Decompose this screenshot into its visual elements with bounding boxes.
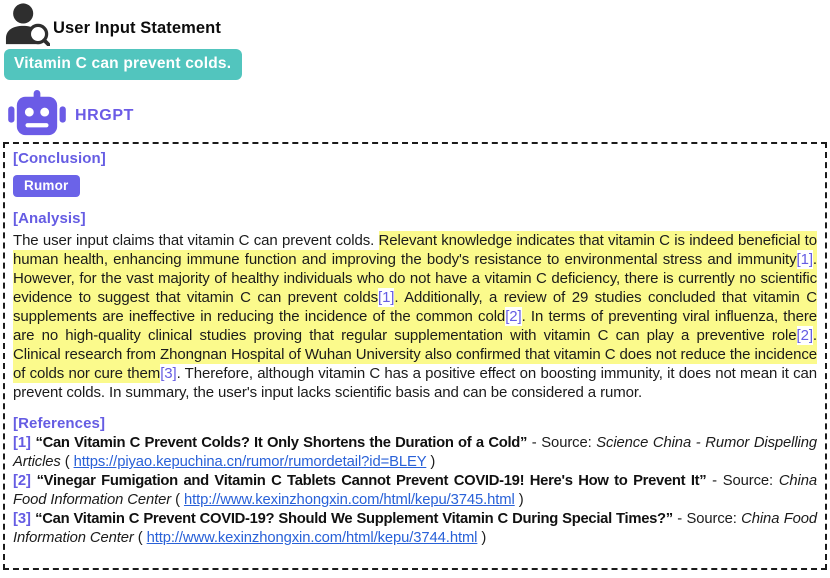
reference-item — [13, 434, 817, 472]
citation-marker: [1] — [796, 251, 813, 268]
reference-link[interactable]: http://www.kexinzhongxin.com/html/kepu/3744.html — [146, 530, 478, 546]
response-box — [3, 142, 827, 570]
reference-title: “Can Vitamin C Prevent COVID-19? Should We Supplement Vitamin C During Special Times?” — [35, 511, 673, 527]
reference-source: Science China - Rumor Dispelling Articles — [13, 435, 818, 470]
reference-paren-close: ) — [426, 454, 436, 470]
conclusion-header: [Conclusion] — [13, 150, 106, 167]
analysis-highlighted-text: Relevant knowledge indicates that vitamin C is indeed beneficial to human health, enhancing immune function and improving the body's resistance to environmental stress and immunity — [13, 232, 817, 268]
analysis-plain-text: The user input claims that vitamin C can prevent colds. — [13, 232, 379, 249]
reference-paren-close: ) — [514, 492, 524, 508]
references-list — [13, 434, 817, 548]
analysis-header: [Analysis] — [13, 210, 86, 227]
reference-item — [13, 510, 817, 548]
reference-marker: [3] — [13, 511, 36, 527]
user-search-icon — [4, 2, 50, 46]
user-statement-bubble: Vitamin C can prevent colds. — [4, 49, 242, 80]
reference-link[interactable]: https://piyao.kepuchina.cn/rumor/rumordetail?id=BLEY — [73, 454, 427, 470]
robot-icon — [8, 90, 66, 138]
reference-title: “Can Vitamin C Prevent Colds? It Only Shortens the Duration of a Cold” — [35, 435, 528, 451]
rumor-badge: Rumor — [13, 175, 80, 197]
reference-link[interactable]: http://www.kexinzhongxin.com/html/kepu/3745.html — [183, 492, 515, 508]
user-input-statement-label: User Input Statement — [53, 18, 221, 37]
reference-source: China Food Information Center — [13, 473, 818, 508]
reference-paren-open: ( — [133, 530, 147, 546]
bot-header — [8, 90, 134, 138]
reference-marker: [1] — [13, 435, 36, 451]
references-header: [References] — [13, 415, 106, 432]
citation-marker: [2] — [505, 308, 522, 325]
reference-paren-close: ) — [477, 530, 487, 546]
citation-marker: [2] — [796, 327, 813, 344]
reference-marker: [2] — [13, 473, 37, 489]
bot-name: HRGPT — [75, 107, 134, 124]
reference-source-label: - Source: — [527, 435, 597, 451]
analysis-plain-text: . Therefore, although vitamin C has a positive effect on boosting immunity, it does not mean it can prevent colds. In summary, the user's input lacks scientific basis and can be considered a rumor. — [13, 365, 817, 401]
analysis-paragraph — [13, 231, 817, 402]
analysis-highlighted-text: . Additionally, a review of 29 studies concluded that vitamin C supplements are ineffective in reducing the incidence of the common cold — [13, 289, 817, 325]
reference-source-label: - Source: — [706, 473, 779, 489]
analysis-highlighted-text: . Clinical research from Zhongnan Hospital of Wuhan University also confirmed that vitamin C does not reduce the incidence of colds nor cure them — [13, 327, 817, 382]
reference-item — [13, 472, 817, 510]
reference-paren-open: ( — [171, 492, 184, 508]
user-header — [4, 2, 221, 46]
reference-source: China Food Information Center — [13, 511, 818, 546]
reference-paren-open: ( — [60, 454, 74, 470]
analysis-highlighted-text: . In terms of preventing viral influenza, there are no high-quality clinical studies proving that regular supplementation with vitamin C can play a preventive role — [13, 308, 817, 344]
citation-marker: [3] — [160, 365, 177, 382]
citation-marker: [1] — [378, 289, 395, 306]
reference-title: “Vinegar Fumigation and Vitamin C Tablets Cannot Prevent COVID-19! Here's How to Prevent It” — [36, 473, 707, 489]
analysis-highlighted-text: . However, for the vast majority of healthy individuals who do not have a vitamin C deficiency, there is currently no scientific evidence to suggest that vitamin C can prevent colds — [13, 251, 817, 306]
reference-source-label: - Source: — [672, 511, 742, 527]
